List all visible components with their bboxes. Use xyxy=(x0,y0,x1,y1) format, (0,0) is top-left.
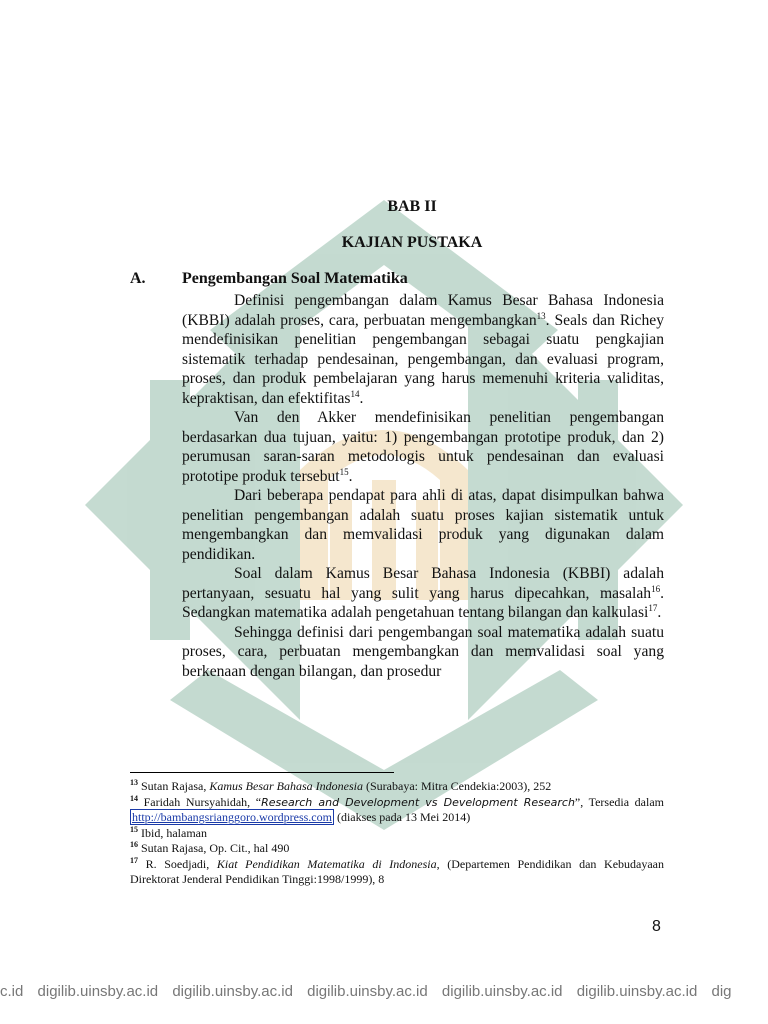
footnote-title: Kamus Besar Bahasa Indonesia xyxy=(209,779,363,793)
paragraph-2 xyxy=(182,408,664,486)
footnotes xyxy=(130,779,664,888)
paragraph-3: Dari beberapa pendapat para ahli di atas, dapat disimpulkan bahwa penelitian pengembangan adalah suatu proses kajian sistematik untuk mengembangkan dan memvalidasi produk yang digunakan dalam pendidikan. xyxy=(182,487,664,563)
paragraph-2-text-a: Van den Akker mendefinisikan penelitian pengembangan berdasarkan dua tujuan, yaitu: 1) pengembangan prototipe produk, dan 2) perumusan saran-saran metodologis untuk pendesainan dan evaluasi prototipe produk tersebut xyxy=(182,409,664,485)
paragraph-2-text-b: . xyxy=(348,467,353,485)
footer-watermark-text: digilib.uinsby.ac.id xyxy=(441,983,563,1000)
footnote-divider xyxy=(130,772,394,773)
footnote-ref-17: 17 xyxy=(648,602,658,613)
footnote-text: (Surabaya: Mitra Cendekia:2003), 252 xyxy=(363,779,552,793)
footer-watermark-text: c.id xyxy=(0,983,24,1000)
chapter-title: KAJIAN PUSTAKA xyxy=(341,234,483,251)
paragraph-1-text-c: . xyxy=(359,389,364,407)
footnote-text: , (Departemen Pendidikan dan Kebudayaan Direktorat Jenderal Pendidikan Tinggi:1998/1999), 8 xyxy=(130,856,665,886)
footnote-17 xyxy=(130,857,664,888)
paragraph-1 xyxy=(182,291,664,408)
footnote-ref-16: 16 xyxy=(651,583,661,594)
footnote-number: 15 xyxy=(130,824,138,834)
footnote-ref-15: 15 xyxy=(339,466,349,477)
paragraph-4-text-b: . Sedangkan matematika adalah pengetahuan tentang bilangan dan kalkulasi xyxy=(182,584,664,621)
footer-watermark-text: digilib.uinsby.ac.id xyxy=(307,983,428,1000)
footnote-text: ”, Tersedia dalam xyxy=(574,794,664,809)
footnote-link[interactable]: http://bambangsrianggoro.wordpress.com xyxy=(132,810,332,824)
paragraph-1-text-b: . Seals dan Richey mendefinisikan penelitian pengembangan sebagai suatu pengkajian sistematik terhadap pendesainan, pengembangan, dan evaluasi program, proses, dan produk pembelajaran yang harus memenuhi kriteria validitas, kepraktisan, dan efektifitas xyxy=(182,311,664,407)
paragraph-4-text-c: . xyxy=(657,604,662,621)
footnote-14 xyxy=(130,795,664,826)
section-heading xyxy=(130,270,408,288)
footer-watermark-text: digilib.uinsby.ac.id xyxy=(576,983,698,1000)
footnote-text: Ibid, halaman xyxy=(141,825,207,840)
footnote-number: 14 xyxy=(130,793,138,803)
footnote-15 xyxy=(130,826,664,842)
footnote-text: R. Soedjadi, xyxy=(145,856,217,871)
footnote-ref-14: 14 xyxy=(350,388,360,399)
footer-watermark xyxy=(0,972,768,1012)
footer-watermark-text: digilib.uinsby.ac.id xyxy=(37,983,159,1000)
page-number: 8 xyxy=(652,918,661,935)
footnote-ref-13: 13 xyxy=(536,310,546,321)
footnote-title: Kiat Pendidikan Matematika di Indonesia xyxy=(216,856,437,871)
paragraph-4 xyxy=(182,564,664,623)
footer-watermark-text: digilib.uinsby.ac.id xyxy=(172,983,293,1000)
paragraph-5: Sehingga definisi dari pengembangan soal matematika adalah suatu proses, cara, perbuatan mengembangkan dan memvalidasi soal yang berkenaan dengan bilangan, dan prosedur xyxy=(182,623,664,680)
footer-watermark-text: dig xyxy=(711,983,732,1000)
footnote-13 xyxy=(130,779,664,795)
footnote-text: Sutan Rajasa, xyxy=(141,779,210,793)
footnote-number: 17 xyxy=(130,855,138,865)
body-text xyxy=(182,291,664,681)
footnote-16 xyxy=(130,841,664,857)
footnote-title: Research and Development vs Development Research xyxy=(261,795,575,809)
section-title: Pengembangan Soal Matematika xyxy=(182,270,408,287)
paragraph-1-text-a: Definisi pengembangan dalam Kamus Besar Bahasa Indonesia (KBBI) adalah proses, cara, perbuatan mengembangkan xyxy=(182,292,664,329)
footnote-text: Faridah Nursyahidah, “ xyxy=(143,794,262,809)
section-letter: A. xyxy=(130,270,146,287)
paragraph-4-text-a: Soal dalam Kamus Besar Bahasa Indonesia (KBBI) adalah pertanyaan, sesuatu hal yang sulit yang harus dipecahkan, masalah xyxy=(182,565,664,602)
footnote-text: Sutan Rajasa, Op. Cit., hal 490 xyxy=(141,841,290,855)
footnote-number: 13 xyxy=(130,778,138,787)
footnote-number: 16 xyxy=(130,840,138,849)
chapter-number: BAB II xyxy=(387,198,437,215)
footnote-text: (diakses pada 13 Mei 2014) xyxy=(333,810,471,824)
